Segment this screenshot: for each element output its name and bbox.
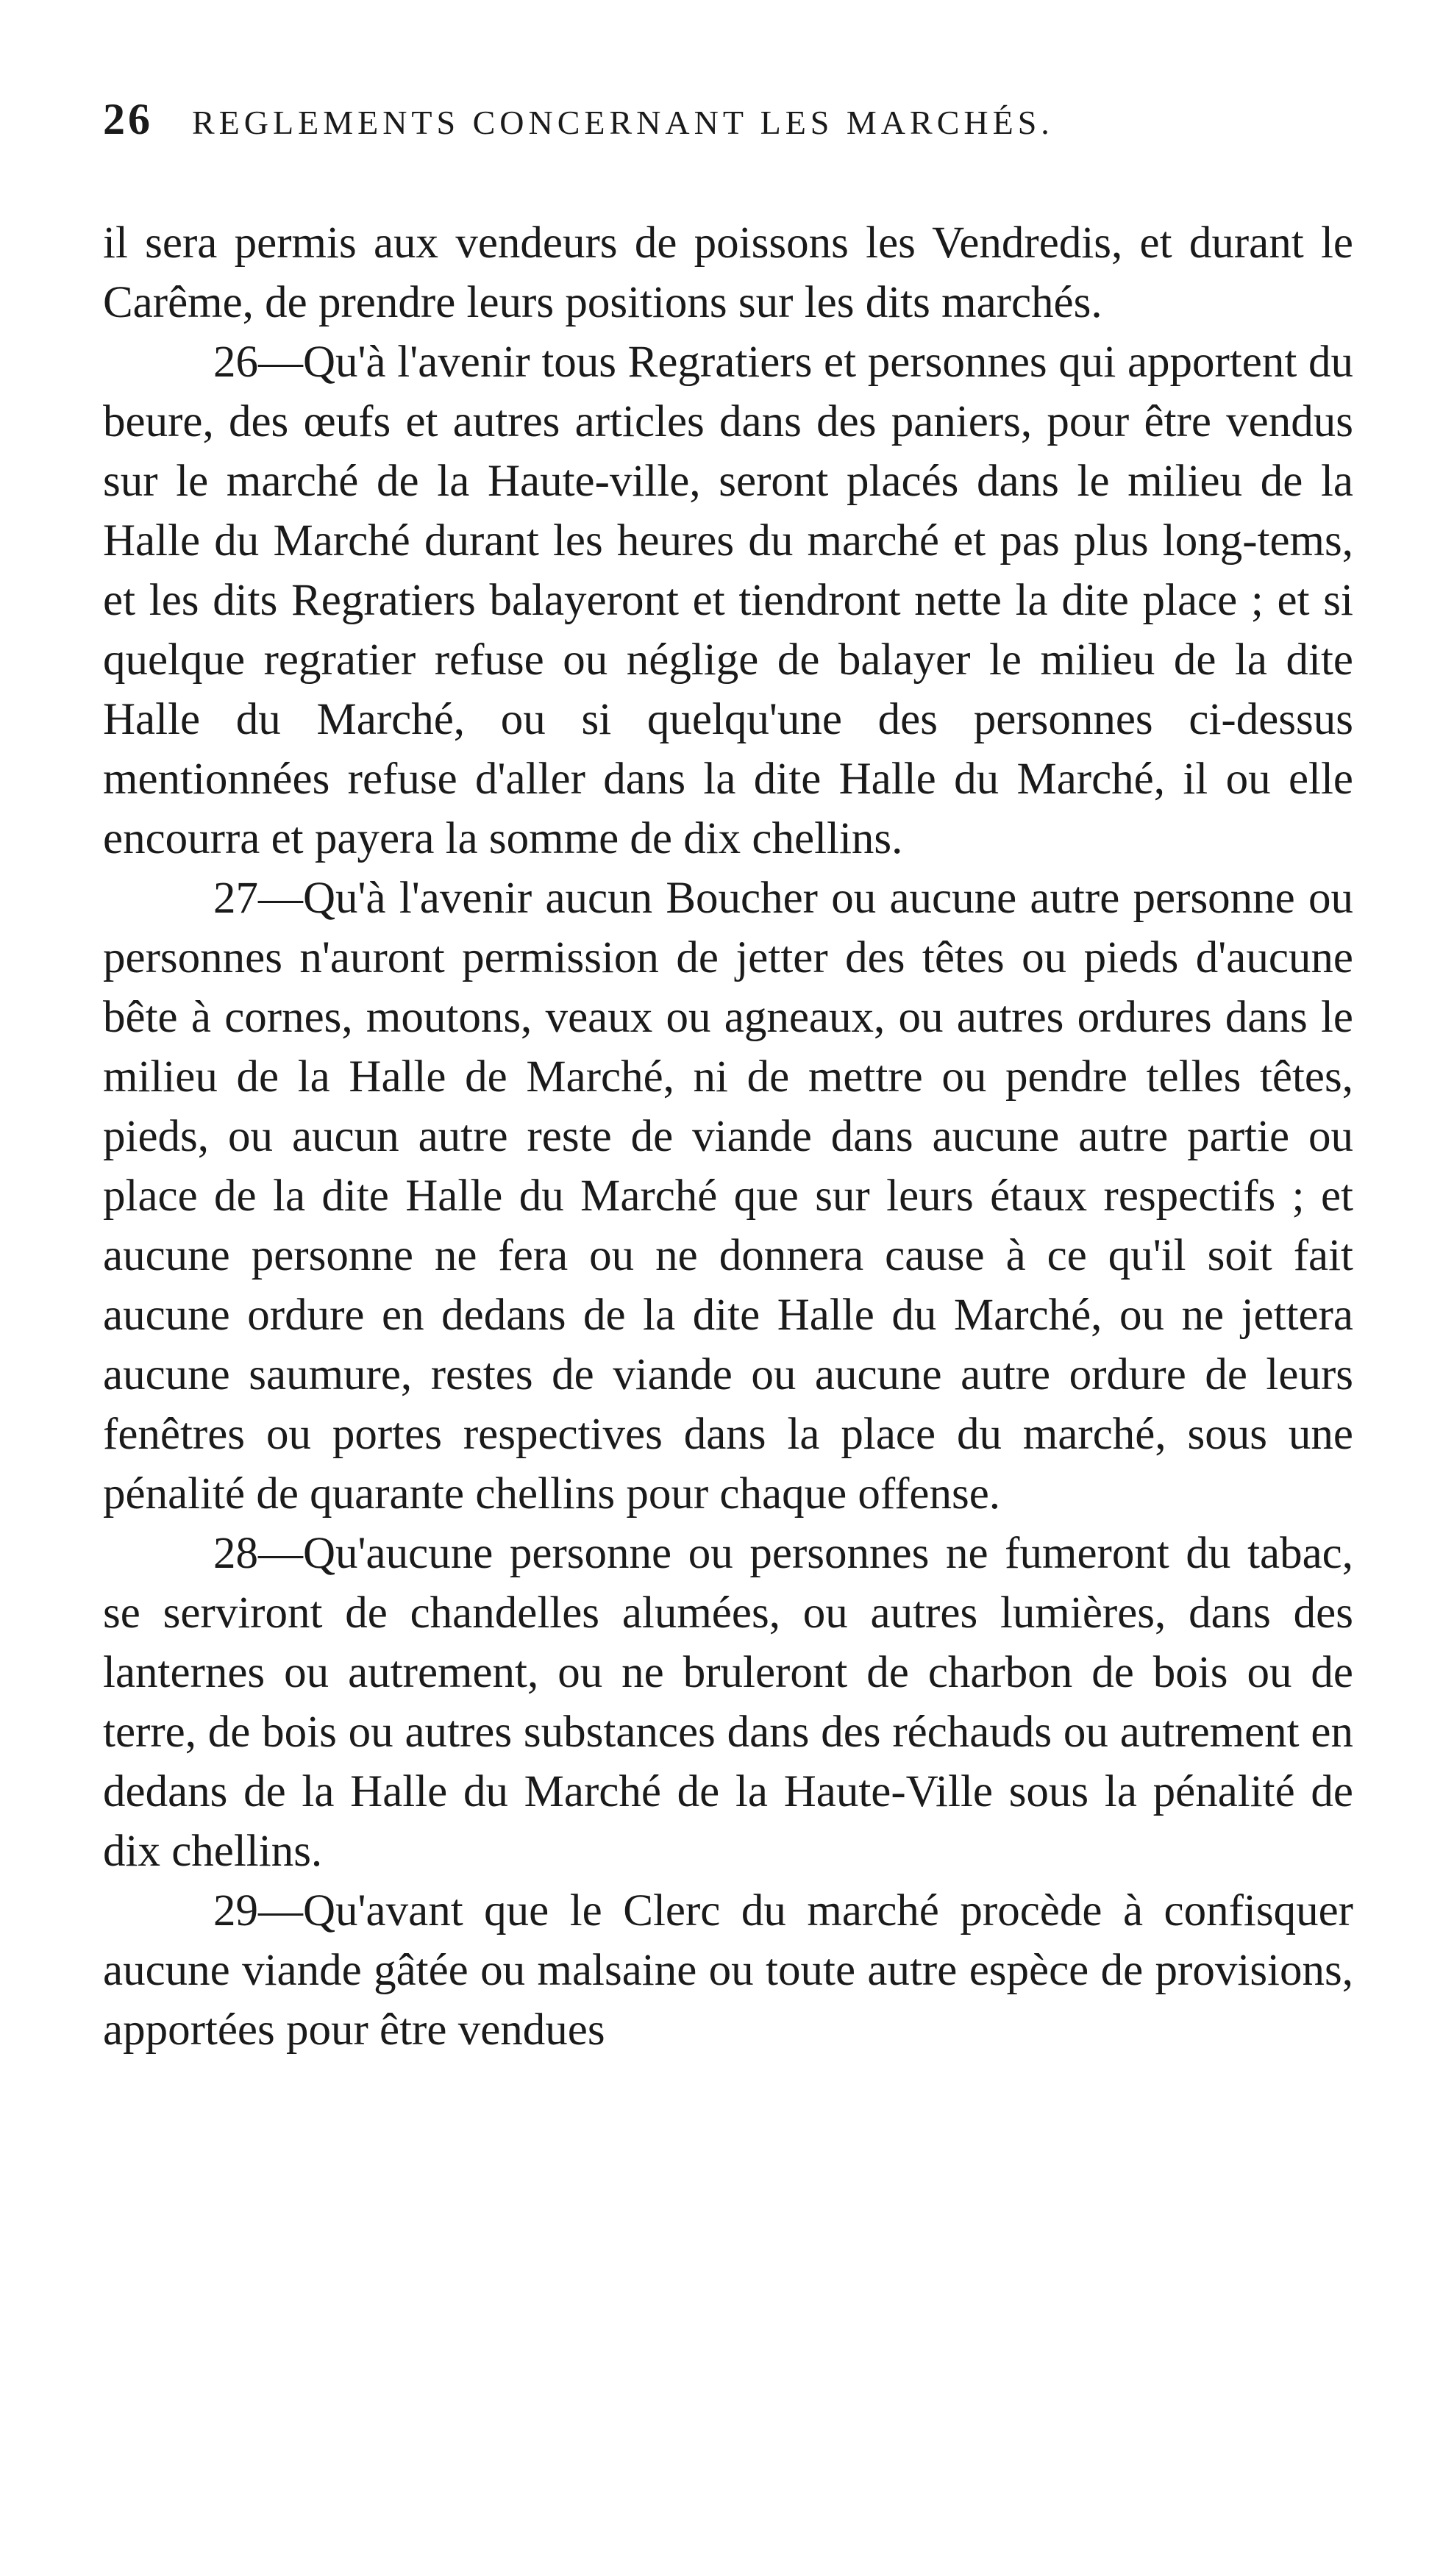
- page-number: 26: [103, 95, 153, 143]
- paragraph-continuation: il sera permis aux vendeurs de poissons les Vendredis, et durant le Carême, de prendre leurs positions sur les dits marchés.: [103, 218, 1353, 327]
- paragraph-article-26: 26—Qu'à l'avenir tous Regratiers et personnes qui apportent du beure, des œufs et autres articles dans des paniers, pour être vendus sur le marché de la Haute-ville, seront placés dans le milieu de la Halle du Marché durant les heures du marché et pas plus long-tems, et les dits Regratiers balayeront et tiendront nette la dite place ; et si quelque regratier refuse ou néglige de balayer le milieu de la dite Halle du Marché, ou si quelqu'une des personnes ci-dessus mentionnées refuse d'aller dans la dite Halle du Marché, il ou elle encourra et payera la somme de dix chellins.: [103, 338, 1353, 863]
- running-title: REGLEMENTS CONCERNANT LES MARCHÉS.: [192, 104, 1054, 141]
- running-header: [103, 94, 1353, 145]
- body-text: [103, 213, 1353, 2060]
- paragraph-article-29: 29—Qu'avant que le Clerc du marché procède à confisquer aucune viande gâtée ou malsaine ou toute autre espèce de provisions, apportées pour être vendues: [103, 1886, 1353, 2055]
- paragraph-article-28: 28—Qu'aucune personne ou personnes ne fumeront du tabac, se serviront de chandelles alumées, ou autres lumières, dans des lanternes ou autrement, ou ne bruleront de charbon de bois ou de terre, de bois ou autres substances dans des réchauds ou autrement en dedans de la Halle du Marché de la Haute-Ville sous la pénalité de dix chellins.: [103, 1529, 1353, 1876]
- paragraph-article-27: 27—Qu'à l'avenir aucun Boucher ou aucune autre personne ou personnes n'auront permission de jetter des têtes ou pieds d'aucune bête à cornes, moutons, veaux ou agneaux, ou autres ordures dans le milieu de la Halle de Marché, ni de mettre ou pendre telles têtes, pieds, ou aucun autre reste de viande dans aucune autre partie ou place de la dite Halle du Marché que sur leurs étaux respectifs ; et aucune personne ne fera ou ne donnera cause à ce qu'il soit fait aucune ordure en dedans de la dite Halle du Marché, ou ne jettera aucune saumure, restes de viande ou aucune autre ordure de leurs fenêtres ou portes respectives dans la place du marché, sous une pénalité de quarante chellins pour chaque offense.: [103, 874, 1353, 1519]
